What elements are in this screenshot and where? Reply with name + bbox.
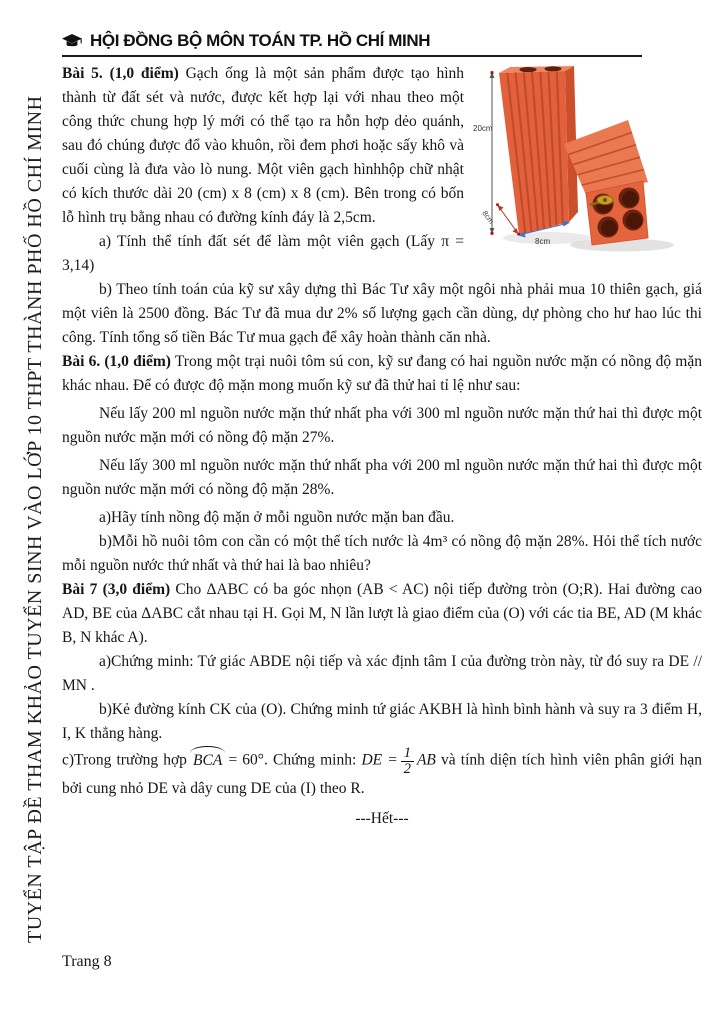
angle-hat-BCA: BCA xyxy=(192,749,223,773)
brick-illustration xyxy=(472,64,702,252)
graduation-cap-icon xyxy=(62,33,82,50)
problem-5-label: Bài 5. (1,0 điểm) xyxy=(62,65,179,82)
vertical-banner: TUYỂN TẬP ĐỀ THAM KHẢO TUYỂN SINH VÀO LỚP 10 THPT THÀNH PHỐ HỒ CHÍ MINH xyxy=(24,95,46,943)
problem-7-part-c: c)Trong trường hợp BCA = 60°. Chứng minh: DE = $\frac{1}{2}$ AB và tính diện tích hình viên phân giới hạn bởi cung nhỏ DE và dây cung DE của (I) theo R. xyxy=(62,745,703,798)
problem-7-part-b: b)Kẻ đường kính CK của (O). Chứng minh tứ giác AKBH là hình bình hành và suy ra 3 điểm H, I, K thẳng hàng. xyxy=(62,701,702,742)
problem-6-part-a: a)Hãy tính nồng độ mặn ở mỗi nguồn nước mặn ban đầu. xyxy=(99,509,455,526)
standing-brick xyxy=(499,66,578,235)
end-of-exam-mark: ---Hết--- xyxy=(355,810,409,828)
problem-5-part-a: a) Tính thể tính đất sét để làm một viên gạch (Lấy π = 3,14) xyxy=(62,233,464,274)
problem-5-intro: Bài 5. (1,0 điểm) Gạch ống là một sản phẩm được tạo hình thành từ đất sét và nước, được kết hợp lại với nhau theo một công thức chung hợp lý mới có thể tạo ra hỗn hợp dẻo quánh, sau đó chúng được đổ vào khuôn, rồi đem phơi hoặc sấy khô và cuối cùng là đưa vào lò nung. Một viên gạch hìnhhộp chữ nhật có kích thước dài 20 (cm) x 8 (cm) x 8 (cm). Bên trong có bốn lỗ hình trụ bằng nhau có đường kính đáy là 2,5cm. xyxy=(62,65,465,226)
problem-6-part-b: b)Mỗi hồ nuôi tôm con cần có một thể tích nước là 4m³ có nồng độ mặn 28%. Hỏi thể tích nước mỗi nguồn nước thứ nhất và thứ hai là bao nhiêu? xyxy=(62,533,702,574)
problem-7-part-a: a)Chứng minh: Tứ giác ABDE nội tiếp và xác định tâm I của đường tròn này, từ đó suy ra DE // MN . xyxy=(62,653,702,694)
dim-label-depth-8cm: 8cm xyxy=(480,208,496,226)
problem-7-label: Bài 7 (3,0 điểm) xyxy=(62,581,171,598)
dim-label-20cm: 20cm xyxy=(473,124,493,133)
problem-7 xyxy=(62,578,702,801)
document-header xyxy=(62,30,702,52)
problem-6 xyxy=(62,350,702,578)
problems-body xyxy=(62,62,702,831)
page-number: Trang 8 xyxy=(62,953,112,970)
problem-7-intro: Bài 7 (3,0 điểm) Cho ΔABC có ba góc nhọn (AB < AC) nội tiếp đường tròn (O;R). Hai đường cao AD, BE của ΔABC cắt nhau tại H. Gọi M, N lần lượt là giao điểm của (O) với các tia BE, AD (M khác B, N khác A). xyxy=(62,581,703,646)
dim-height xyxy=(473,71,494,235)
problem-6-label: Bài 6. (1,0 điểm) xyxy=(62,353,171,370)
brick-figure xyxy=(472,64,702,252)
fraction-one-half: $\frac{1}{2}$ xyxy=(401,746,414,777)
page-title: HỘI ĐỒNG BỘ MÔN TOÁN TP. HỒ CHÍ MINH xyxy=(90,31,431,50)
problem-6-intro: Bài 6. (1,0 điểm) Trong một trại nuôi tôm sú con, kỹ sư đang có hai nguồn nước mặn có nồng độ mặn khác nhau. Để có được độ mặn mong muốn kỹ sư đã thử hai tỉ lệ như sau: xyxy=(62,353,702,394)
problem-6-mix1: Nếu lấy 200 ml nguồn nước mặn thứ nhất pha với 300 ml nguồn nước mặn thứ hai thì được một nguồn nước mặn mới có nồng độ mặn 27%. xyxy=(62,405,702,446)
problem-6-mix2: Nếu lấy 300 ml nguồn nước mặn thứ nhất pha với 200 ml nguồn nước mặn thứ hai thì được một nguồn nước mặn mới có nồng độ mặn 28%. xyxy=(62,457,702,498)
dim-label-width-8cm: 8cm xyxy=(535,237,551,246)
dim-depth xyxy=(480,203,520,235)
title-rule xyxy=(62,55,642,57)
content-area xyxy=(62,30,702,831)
problem-5-part-b: b) Theo tính toán của kỹ sư xây dựng thì Bác Tư xây một ngôi nhà phải mua 10 thiên gạch, giá một viên là 2500 đồng. Bác Tư đã mua dư 2% số lượng gạch cần dùng, dự phòng cho hư hao lúc thi công. Tính tổng số tiền Bác Tư mua gạch để xây hoàn thành căn nhà. xyxy=(62,281,702,346)
